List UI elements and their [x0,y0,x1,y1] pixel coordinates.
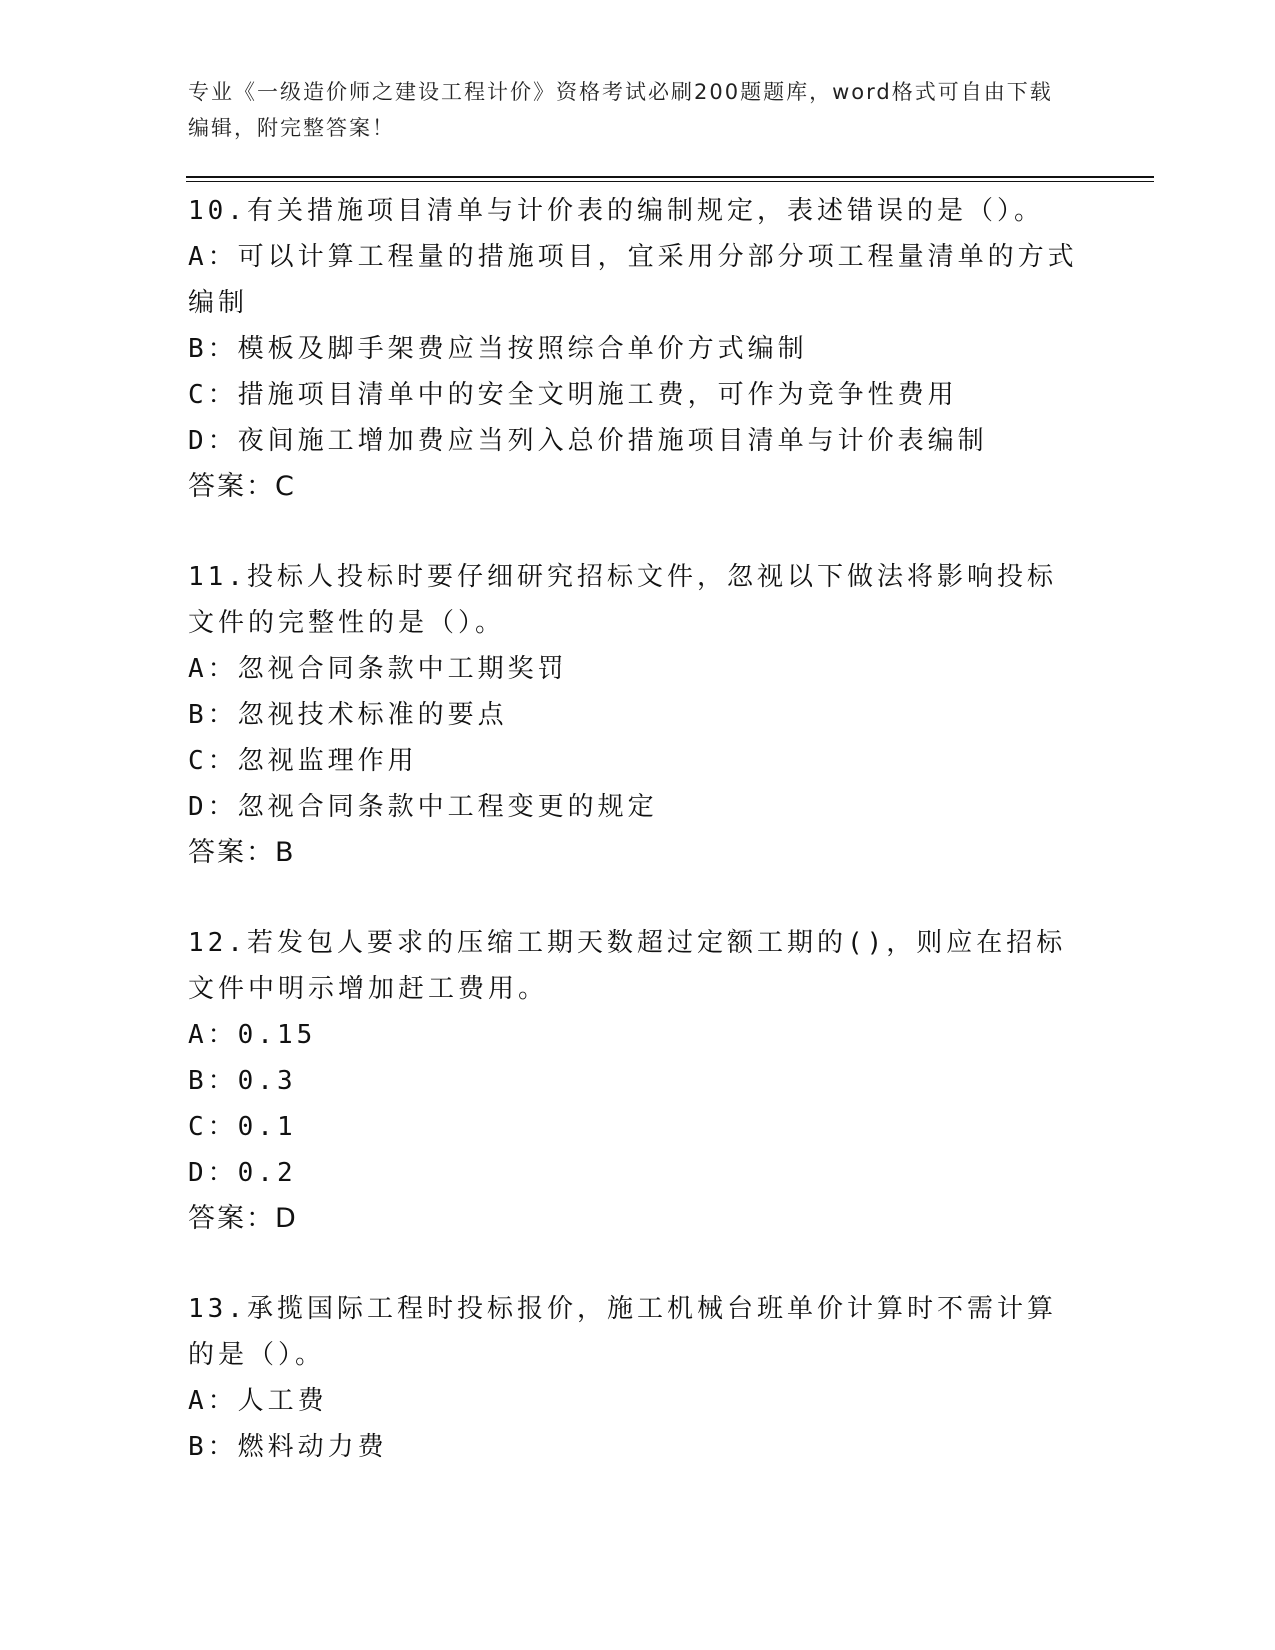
answer-line: 答案：C [188,471,296,502]
question-block [188,1286,1078,1470]
option-d: D：夜间施工增加费应当列入总价措施项目清单与计价表编制 [188,426,988,456]
answer-line: 答案：B [188,837,296,868]
option-a: A：0.15 [188,1020,317,1050]
header-divider-thin [186,181,1154,182]
option-b: B：燃料动力费 [188,1432,388,1462]
document-intro: 专业《一级造价师之建设工程计价》资格考试必刷200题题库，word格式可自由下载编辑，附完整答案！ [188,80,1053,140]
option-d: D：0.2 [188,1158,297,1188]
option-d: D：忽视合同条款中工程变更的规定 [188,792,658,822]
option-a: A：人工费 [188,1386,328,1416]
option-b: B：忽视技术标准的要点 [188,700,508,730]
question-block [188,920,1078,1242]
option-c: C：忽视监理作用 [188,746,418,776]
question-block [188,554,1078,876]
answer-line: 答案：D [188,1203,298,1234]
option-a: A：可以计算工程量的措施项目，宜采用分部分项工程量清单的方式编制 [188,242,1078,318]
question-stem: 13.承揽国际工程时投标报价，施工机械台班单价计算时不需计算的是（）。 [188,1294,1057,1370]
question-stem: 12.若发包人要求的压缩工期天数超过定额工期的()，则应在招标文件中明示增加赶工费用。 [188,928,1067,1004]
option-c: C：措施项目清单中的安全文明施工费，可作为竞争性费用 [188,380,958,410]
question-stem: 11.投标人投标时要仔细研究招标文件，忽视以下做法将影响投标文件的完整性的是（）。 [188,562,1057,638]
option-a: A：忽视合同条款中工期奖罚 [188,654,568,684]
option-c: C：0.1 [188,1112,297,1142]
question-stem: 10.有关措施项目清单与计价表的编制规定，表述错误的是（）。 [188,196,1044,226]
option-b: B：0.3 [188,1066,297,1096]
question-block [188,188,1078,510]
option-b: B：模板及脚手架费应当按照综合单价方式编制 [188,334,808,364]
header-divider-thick [186,176,1154,178]
question-list [188,188,1078,1470]
